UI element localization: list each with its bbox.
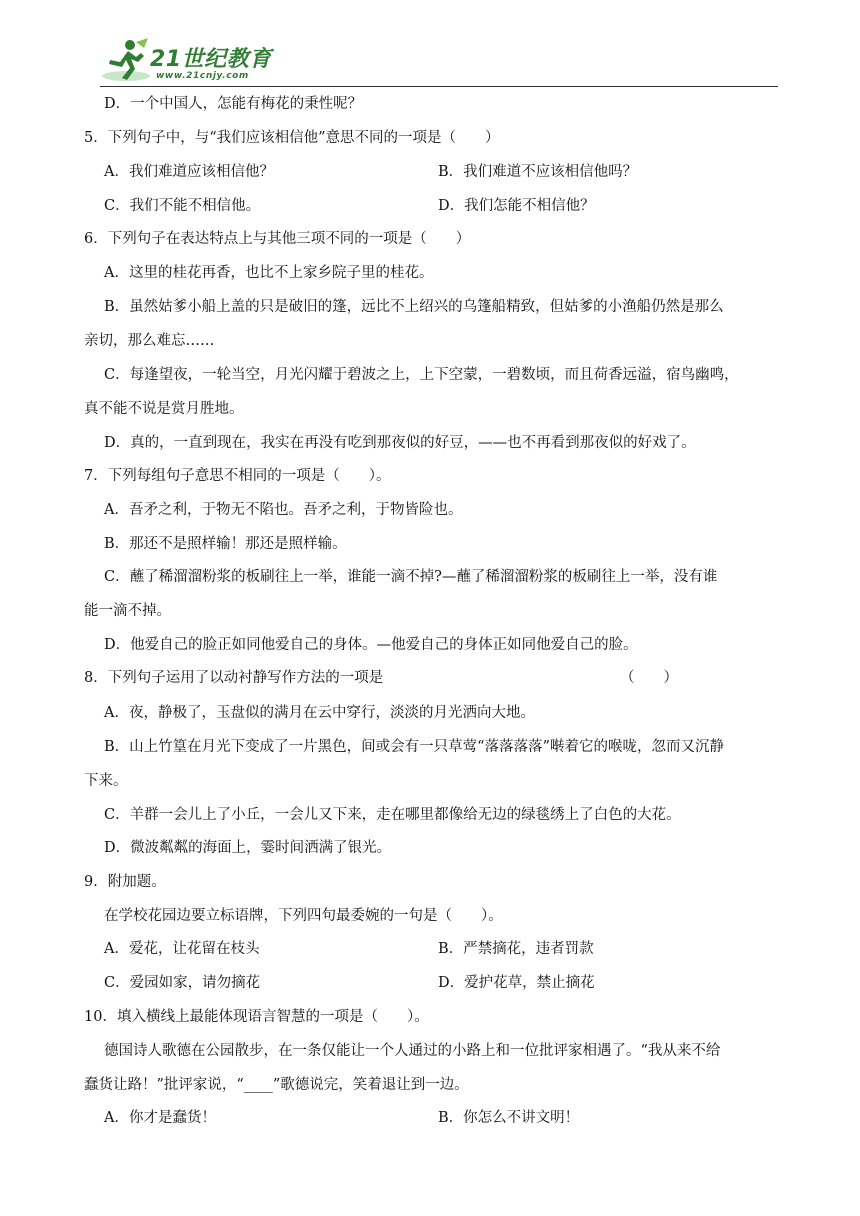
page-header bbox=[100, 38, 780, 90]
q5-option-a: A．我们难道应该相信他？ bbox=[104, 164, 274, 180]
question-10-stem: 德国诗人歌德在公园散步，在一条仅能让一个人通过的小路上和一位批评家相遇了。“我从来不给 bbox=[104, 1043, 721, 1059]
q9-option-d: D．爱护花草，禁止摘花 bbox=[438, 975, 595, 991]
q6-option-a: A．这里的桂花再香，也比不上家乡院子里的桂花。 bbox=[104, 265, 434, 281]
q9-option-a: A．爱花，让花留在枝头 bbox=[104, 941, 260, 957]
q6-option-b-cont: 亲切，那么难忘…… bbox=[84, 333, 215, 349]
q7-option-d: D．他爱自己的脸正如同他爱自己的身体。—他爱自己的身体正如同他爱自己的脸。 bbox=[104, 637, 638, 653]
q8-option-a: A．夜，静极了，玉盘似的满月在云中穿行，淡淡的月光洒向大地。 bbox=[104, 705, 535, 721]
q9-option-c: C．爱园如家，请勿摘花 bbox=[104, 975, 261, 991]
q9-option-b: B．严禁摘花，违者罚款 bbox=[438, 941, 594, 957]
logo-url: www.21cnjy.com bbox=[156, 71, 249, 81]
q10-option-b: B．你怎么不讲文明！ bbox=[438, 1110, 580, 1126]
q4-option-d: D．一个中国人，怎能有梅花的秉性呢？ bbox=[104, 96, 363, 112]
logo-text: 21世纪教育 bbox=[150, 47, 272, 72]
question-6: 6．下列句子在表达特点上与其他三项不同的一项是（ ） bbox=[84, 231, 471, 247]
q5-option-d: D．我们怎能不相信他？ bbox=[438, 198, 595, 214]
question-8: 8．下列句子运用了以动衬静写作方法的一项是 bbox=[84, 670, 384, 686]
q6-option-b: B．虽然姑爹小船上盖的只是破旧的篷，远比不上绍兴的乌篷船精致，但姑爹的小渔船仍然是那么 bbox=[104, 299, 724, 315]
header-divider bbox=[100, 86, 778, 87]
runner-logo-icon bbox=[100, 38, 152, 84]
q7-option-c-cont: 能一滴不掉。 bbox=[84, 603, 171, 619]
q7-option-b: B．那还不是照样输！那还是照样输。 bbox=[104, 536, 347, 552]
question-7: 7．下列每组句子意思不相同的一项是（ ）。 bbox=[84, 468, 391, 484]
question-10-stem-cont: 蠢货让路！”批评家说，“____”歌德说完，笑着退让到一边。 bbox=[84, 1077, 469, 1093]
question-10: 10．填入横线上最能体现语言智慧的一项是（ ）。 bbox=[84, 1009, 429, 1025]
question-9-stem: 在学校花园边要立标语牌，下列四句最委婉的一句是（ ）。 bbox=[104, 908, 503, 924]
q6-option-c: C．每逢望夜，一轮当空，月光闪耀于碧波之上，上下空蒙，一碧数顷，而且荷香远溢，宿鸟幽鸣， bbox=[104, 367, 739, 383]
q7-option-a: A．吾矛之利，于物无不陷也。吾矛之利，于物皆险也。 bbox=[104, 502, 463, 518]
question-9: 9．附加题。 bbox=[84, 874, 166, 890]
q7-option-c: C．蘸了稀溜溜粉浆的板刷往上一举，谁能一滴不掉?—蘸了稀溜溜粉浆的板刷往上一举，没有谁 bbox=[104, 569, 718, 585]
q8-option-b: B．山上竹篁在月光下变成了一片黑色，间或会有一只草莺“落落落落”啭着它的喉咙，忽而又沉静 bbox=[104, 739, 724, 755]
q8-option-b-cont: 下来。 bbox=[84, 773, 128, 789]
question-5: 5．下列句子中，与“我们应该相信他”意思不同的一项是（ ） bbox=[84, 130, 500, 146]
q8-option-c: C．羊群一会儿上了小丘，一会儿又下来，走在哪里都像给无边的绿毯绣上了白色的大花。 bbox=[104, 807, 681, 823]
q6-option-c-cont: 真不能不说是赏月胜地。 bbox=[84, 401, 244, 417]
q6-option-d: D．真的，一直到现在，我实在再没有吃到那夜似的好豆，——也不再看到那夜似的好戏了。 bbox=[104, 435, 696, 451]
question-8-blank: （ ） bbox=[620, 670, 678, 686]
q10-option-a: A．你才是蠢货！ bbox=[104, 1110, 216, 1126]
q5-option-b: B．我们难道不应该相信他吗？ bbox=[438, 164, 638, 180]
q8-option-d: D．微波粼粼的海面上，霎时间洒满了银光。 bbox=[104, 840, 392, 856]
q5-option-c: C．我们不能不相信他。 bbox=[104, 198, 261, 214]
